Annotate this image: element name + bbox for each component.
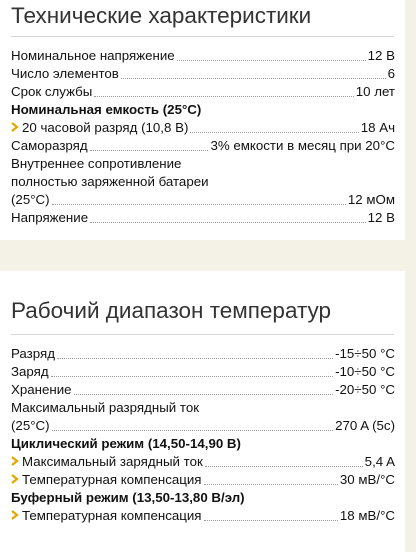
specs-title: Технические характеристики (11, 3, 312, 28)
spec-row-cell-count (11, 65, 395, 83)
spec-value: 3% емкости в месяц при 20°C (210, 138, 395, 153)
dot-leader (52, 430, 334, 431)
spec-row-self-discharge (11, 137, 395, 155)
temps-title: Рабочий диапазон температур (11, 298, 332, 323)
temp-value: 18 мВ/°C (339, 508, 395, 523)
spec-value: 18 Ач (360, 120, 395, 135)
dot-leader (94, 96, 353, 97)
cyclic-row-temp-compensation (11, 471, 395, 489)
spec-value: 10 лет (355, 84, 395, 99)
spec-label: Номинальное напряжение (11, 48, 175, 63)
chevron-right-icon (11, 452, 22, 466)
temp-value: -10÷50 °C (335, 364, 395, 379)
temp-label: Температурная компенсация (22, 508, 202, 523)
dot-leader (121, 78, 386, 79)
spec-label-wrap (11, 118, 188, 137)
spec-label-last-line (11, 191, 395, 209)
temp-label: Температурная компенсация (22, 472, 202, 487)
spec-label: Напряжение (11, 210, 89, 225)
spec-label-line: полностью заряженной батареи (11, 174, 209, 189)
buffer-mode-heading: Буферный режим (13,50-13,80 В/эл) (11, 490, 245, 505)
cyclic-mode-heading: Циклический режим (14,50-14,90 В) (11, 436, 241, 451)
spec-label: Срок службы (11, 84, 93, 99)
chevron-right-icon (11, 118, 22, 132)
temp-row-storage (11, 381, 395, 399)
spec-row-capacity-20h (11, 119, 395, 137)
spec-label: Саморазряд (11, 138, 88, 153)
temp-label: Хранение (11, 382, 72, 397)
chevron-right-icon (11, 470, 22, 484)
temp-row-discharge (11, 345, 395, 363)
dot-leader (204, 484, 338, 485)
temp-value: 270 A (5c) (335, 418, 395, 433)
dot-leader (57, 358, 333, 359)
temp-row-charge (11, 363, 395, 381)
specs-card (0, 0, 405, 240)
dot-leader (74, 394, 334, 395)
spec-label-line: Внутреннее сопротивление (11, 156, 182, 171)
buffer-row-temp-compensation (11, 507, 395, 525)
temp-value: 30 мВ/°C (339, 472, 395, 487)
capacity-heading: Номинальная емкость (25°C) (11, 102, 202, 117)
temp-label: Заряд (11, 364, 49, 379)
temp-label-wrap (11, 470, 202, 489)
dot-leader (90, 222, 366, 223)
temp-value: -15÷50 °C (335, 346, 395, 361)
spec-row-nominal-voltage (11, 47, 395, 65)
specs-divider (11, 36, 394, 37)
temp-label-wrap (11, 506, 202, 525)
dot-leader (205, 466, 363, 467)
page-edge (405, 0, 416, 552)
temps-card (0, 271, 405, 552)
temp-value: 5,4 A (364, 454, 395, 469)
temps-list (11, 345, 395, 525)
dot-leader (52, 204, 346, 205)
spec-value: 12 В (367, 210, 395, 225)
dot-leader (204, 520, 338, 521)
dot-leader (177, 60, 366, 61)
spec-row-voltage (11, 209, 395, 227)
spec-row-internal-resistance (11, 155, 395, 209)
spec-label: (25°C) (11, 192, 50, 207)
temp-value: -20÷50 °C (335, 382, 395, 397)
cyclic-row-max-charge-current (11, 453, 395, 471)
specs-list (11, 47, 395, 227)
temp-label: Разряд (11, 346, 55, 361)
temps-divider (11, 334, 394, 335)
spec-label: Число элементов (11, 66, 119, 81)
dot-leader (190, 132, 358, 133)
temp-label: (25°C) (11, 418, 50, 433)
dot-leader (51, 376, 333, 377)
temp-label: Максимальный зарядный ток (22, 454, 203, 469)
spec-value: 6 (387, 66, 395, 81)
temp-row-max-discharge-current (11, 399, 395, 435)
spec-value: 12 мОм (347, 192, 395, 207)
temp-label-line: Максимальный разрядный ток (11, 400, 200, 415)
chevron-right-icon (11, 506, 22, 520)
spec-label: 20 часовой разряд (10,8 В) (22, 120, 189, 135)
spec-row-service-life (11, 83, 395, 101)
temp-label-last-line (11, 417, 395, 435)
dot-leader (90, 150, 209, 151)
spec-value: 12 В (367, 48, 395, 63)
temp-label-wrap (11, 452, 203, 471)
